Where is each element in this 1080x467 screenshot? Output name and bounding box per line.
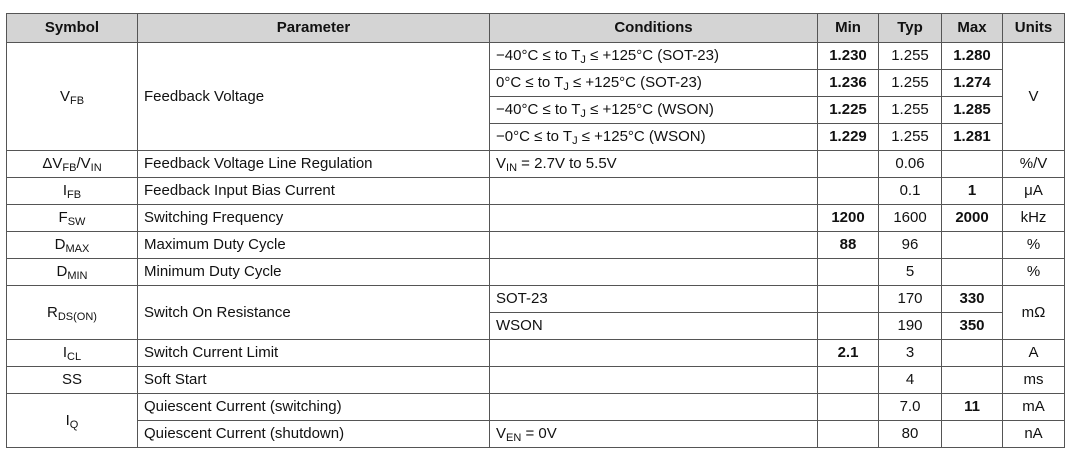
- conditions-cell: −0°C ≤ to $T_J \le +125^\circ C$ (WSON): [490, 124, 818, 151]
- max-cell: 1.285: [942, 97, 1003, 124]
- parameter-cell: Feedback Voltage Line Regulation: [138, 151, 490, 178]
- min-cell: [818, 313, 879, 340]
- max-cell: [942, 259, 1003, 286]
- units-cell: A: [1003, 340, 1065, 367]
- units-cell: kHz: [1003, 205, 1065, 232]
- max-cell: 1.274: [942, 70, 1003, 97]
- parameter-cell: Maximum Duty Cycle: [138, 232, 490, 259]
- symbol-cell: $\Delta V_{FB}/V_{IN}$: [7, 151, 138, 178]
- table-row: [7, 421, 1065, 448]
- conditions-cell: [490, 367, 818, 394]
- parameter-cell: Quiescent Current (switching): [138, 394, 490, 421]
- symbol-cell: SS: [7, 367, 138, 394]
- conditions-cell: [490, 340, 818, 367]
- header-conditions: Conditions: [490, 14, 818, 43]
- min-cell: 88: [818, 232, 879, 259]
- max-cell: 1.280: [942, 43, 1003, 70]
- conditions-cell: −40°C ≤ to $T_J \le +125^\circ C$ (WSON): [490, 97, 818, 124]
- symbol-cell: $D_{MAX}$: [7, 232, 138, 259]
- header-units: Units: [1003, 14, 1065, 43]
- min-cell: [818, 151, 879, 178]
- min-cell: [818, 286, 879, 313]
- symbol-cell: $V_{FB}$: [7, 43, 138, 151]
- symbol-cell: $I_{CL}$: [7, 340, 138, 367]
- parameter-cell: Switch On Resistance: [138, 286, 490, 340]
- units-cell: nA: [1003, 421, 1065, 448]
- min-cell: 1.225: [818, 97, 879, 124]
- units-cell: mΩ: [1003, 286, 1065, 340]
- table-row: [7, 151, 1065, 178]
- table-row: [7, 286, 1065, 313]
- table-row: [7, 205, 1065, 232]
- max-cell: 1: [942, 178, 1003, 205]
- typ-cell: 4: [879, 367, 942, 394]
- symbol-cell: $F_{SW}$: [7, 205, 138, 232]
- parameter-cell: Soft Start: [138, 367, 490, 394]
- typ-cell: 1.255: [879, 124, 942, 151]
- parameter-cell: Quiescent Current (shutdown): [138, 421, 490, 448]
- max-cell: 350: [942, 313, 1003, 340]
- units-cell: ms: [1003, 367, 1065, 394]
- conditions-cell: [490, 205, 818, 232]
- max-cell: [942, 151, 1003, 178]
- parameter-cell: Switch Current Limit: [138, 340, 490, 367]
- min-cell: [818, 367, 879, 394]
- conditions-cell: [490, 232, 818, 259]
- units-cell: %: [1003, 232, 1065, 259]
- min-cell: [818, 259, 879, 286]
- units-cell: μA: [1003, 178, 1065, 205]
- min-cell: 1.236: [818, 70, 879, 97]
- table-row: [7, 259, 1065, 286]
- table-row: [7, 367, 1065, 394]
- units-cell: %/V: [1003, 151, 1065, 178]
- units-cell: %: [1003, 259, 1065, 286]
- conditions-cell: [490, 178, 818, 205]
- electrical-characteristics-table: [6, 13, 1065, 448]
- header-typ: Typ: [879, 14, 942, 43]
- conditions-cell: $V_{IN} = 2.7V$ to 5.5V: [490, 151, 818, 178]
- max-cell: [942, 421, 1003, 448]
- table-row: [7, 394, 1065, 421]
- typ-cell: 0.06: [879, 151, 942, 178]
- min-cell: 2.1: [818, 340, 879, 367]
- min-cell: 1200: [818, 205, 879, 232]
- typ-cell: 7.0: [879, 394, 942, 421]
- conditions-cell: −40°C ≤ to $T_J \le +125^\circ C$ (SOT-23): [490, 43, 818, 70]
- typ-cell: 190: [879, 313, 942, 340]
- parameter-cell: Feedback Input Bias Current: [138, 178, 490, 205]
- conditions-cell: 0°C ≤ to $T_J \le +125^\circ C$ (SOT-23): [490, 70, 818, 97]
- table-row: [7, 340, 1065, 367]
- table-row: [7, 178, 1065, 205]
- typ-cell: 1600: [879, 205, 942, 232]
- max-cell: [942, 340, 1003, 367]
- symbol-cell: $I_{FB}$: [7, 178, 138, 205]
- symbol-cell: $D_{MIN}$: [7, 259, 138, 286]
- table-row: [7, 43, 1065, 70]
- typ-cell: 80: [879, 421, 942, 448]
- symbol-cell: $I_Q$: [7, 394, 138, 448]
- parameter-cell: Minimum Duty Cycle: [138, 259, 490, 286]
- max-cell: [942, 232, 1003, 259]
- max-cell: 1.281: [942, 124, 1003, 151]
- parameter-cell: Feedback Voltage: [138, 43, 490, 151]
- typ-cell: 1.255: [879, 70, 942, 97]
- conditions-cell: WSON: [490, 313, 818, 340]
- typ-cell: 170: [879, 286, 942, 313]
- typ-cell: 1.255: [879, 97, 942, 124]
- table-body: [7, 43, 1065, 448]
- min-cell: [818, 394, 879, 421]
- min-cell: 1.230: [818, 43, 879, 70]
- header-parameter: Parameter: [138, 14, 490, 43]
- max-cell: 11: [942, 394, 1003, 421]
- units-cell: V: [1003, 43, 1065, 151]
- conditions-cell: [490, 259, 818, 286]
- min-cell: [818, 178, 879, 205]
- typ-cell: 0.1: [879, 178, 942, 205]
- max-cell: 330: [942, 286, 1003, 313]
- symbol-cell: $R_{DS(ON)}$: [7, 286, 138, 340]
- typ-cell: 1.255: [879, 43, 942, 70]
- header-min: Min: [818, 14, 879, 43]
- parameter-cell: Switching Frequency: [138, 205, 490, 232]
- typ-cell: 5: [879, 259, 942, 286]
- conditions-cell: $V_{EN} = 0V$: [490, 421, 818, 448]
- header-row: [7, 14, 1065, 43]
- conditions-cell: SOT-23: [490, 286, 818, 313]
- typ-cell: 3: [879, 340, 942, 367]
- table-row: [7, 232, 1065, 259]
- min-cell: [818, 421, 879, 448]
- typ-cell: 96: [879, 232, 942, 259]
- conditions-cell: [490, 394, 818, 421]
- min-cell: 1.229: [818, 124, 879, 151]
- header-max: Max: [942, 14, 1003, 43]
- max-cell: [942, 367, 1003, 394]
- units-cell: mA: [1003, 394, 1065, 421]
- max-cell: 2000: [942, 205, 1003, 232]
- header-symbol: Symbol: [7, 14, 138, 43]
